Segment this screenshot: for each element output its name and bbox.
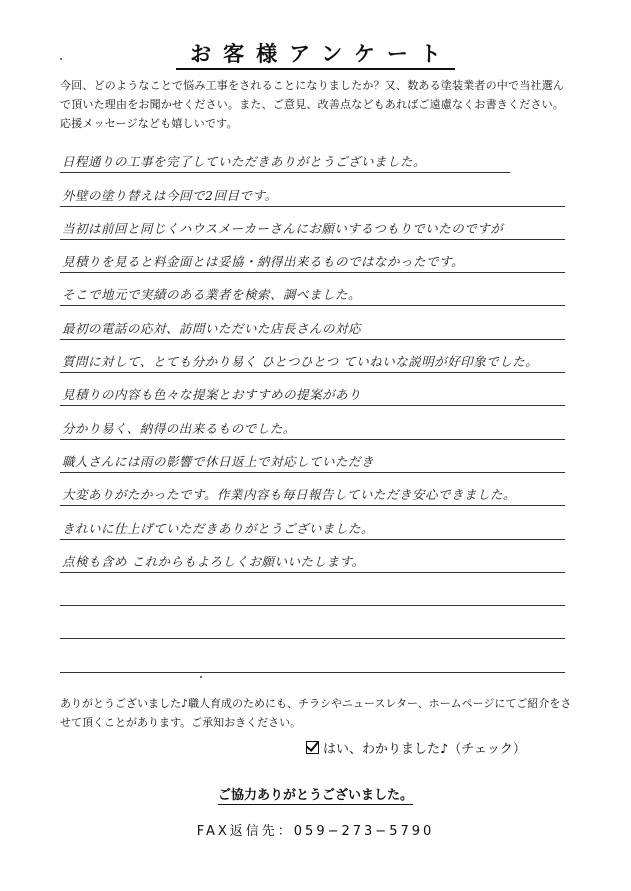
thanks-text: ご協力ありがとうございました。 (217, 788, 413, 803)
consent-checkbox[interactable] (306, 741, 319, 754)
handwritten-text: 職人さんには雨の影響で休日返上で対応していただき (62, 453, 375, 469)
page-title (0, 38, 631, 68)
answer-line (60, 340, 565, 373)
answer-line (60, 473, 565, 506)
answer-line (60, 639, 565, 672)
handwritten-text: 外壁の塗り替えは今回で2回目です。 (62, 187, 278, 203)
answer-line (60, 207, 565, 240)
answer-line (60, 140, 510, 173)
answer-line (60, 606, 565, 639)
answer-line (60, 273, 565, 306)
handwritten-text: 見積りの内容も色々な提案とおすすめの提案があり (62, 387, 362, 403)
page-title-text: お客様アンケート (176, 42, 455, 70)
answer-line (60, 306, 565, 339)
handwritten-text: 点検も含め これからもよろしくお願いいたします。 (62, 553, 365, 569)
scan-speck (200, 676, 202, 678)
handwritten-text: 当初は前回と同じくハウスメーカーさんにお願いするつもりでいたのですが (62, 220, 504, 236)
fax-number: FAX返信先：059−273−5790 (196, 824, 435, 839)
answer-line (60, 440, 565, 473)
answer-line (60, 373, 565, 406)
answer-line (60, 240, 565, 273)
handwritten-text: 見積りを見ると料金面とは妥協・納得出来るものではなかったです。 (62, 254, 465, 270)
publication-notice: ありがとうございました♪職人育成のためにも、チラシやニュースレター、ホームページにてご紹介をさせて頂くことがあります。ご承知おきください。 (60, 697, 572, 729)
handwritten-text: 日程通りの工事を完了していただきありがとうございました。 (62, 154, 427, 170)
consent-check-row[interactable] (306, 738, 526, 757)
handwritten-text: そこで地元で実績のある業者を検索、調べました。 (62, 287, 362, 303)
thanks-message (0, 784, 631, 803)
intro-text: 今回、どのようなことで悩み工事をされることになりましたか？又、数ある塗装業者の中で当社選んで頂いた理由をお聞かせください。また、ご意見、改善点などもあればご遠慮なくお書きください。応援メッセージなども嬉しいです。 (60, 79, 564, 130)
handwritten-text: 質問に対して、とても分かり易く ひとつひとつ ていねいな説明が好印象でした。 (62, 354, 539, 370)
answer-line (60, 506, 565, 539)
consent-label: はい、わかりました♪（チェック） (323, 742, 526, 757)
answer-line (60, 406, 565, 439)
handwritten-text: 最初の電話の応対、訪問いただいた店長さんの対応 (62, 320, 362, 336)
answer-line (60, 573, 565, 606)
handwritten-text: 分かり易く、納得の出来るものでした。 (62, 420, 296, 436)
handwritten-answer-area (60, 140, 565, 673)
handwritten-text: きれいに仕上げていただきありがとうございました。 (62, 520, 375, 536)
handwritten-text: 大変ありがたかったです。作業内容も毎日報告していただき安心できました。 (62, 487, 517, 503)
answer-line (60, 540, 565, 573)
answer-line (60, 173, 565, 206)
